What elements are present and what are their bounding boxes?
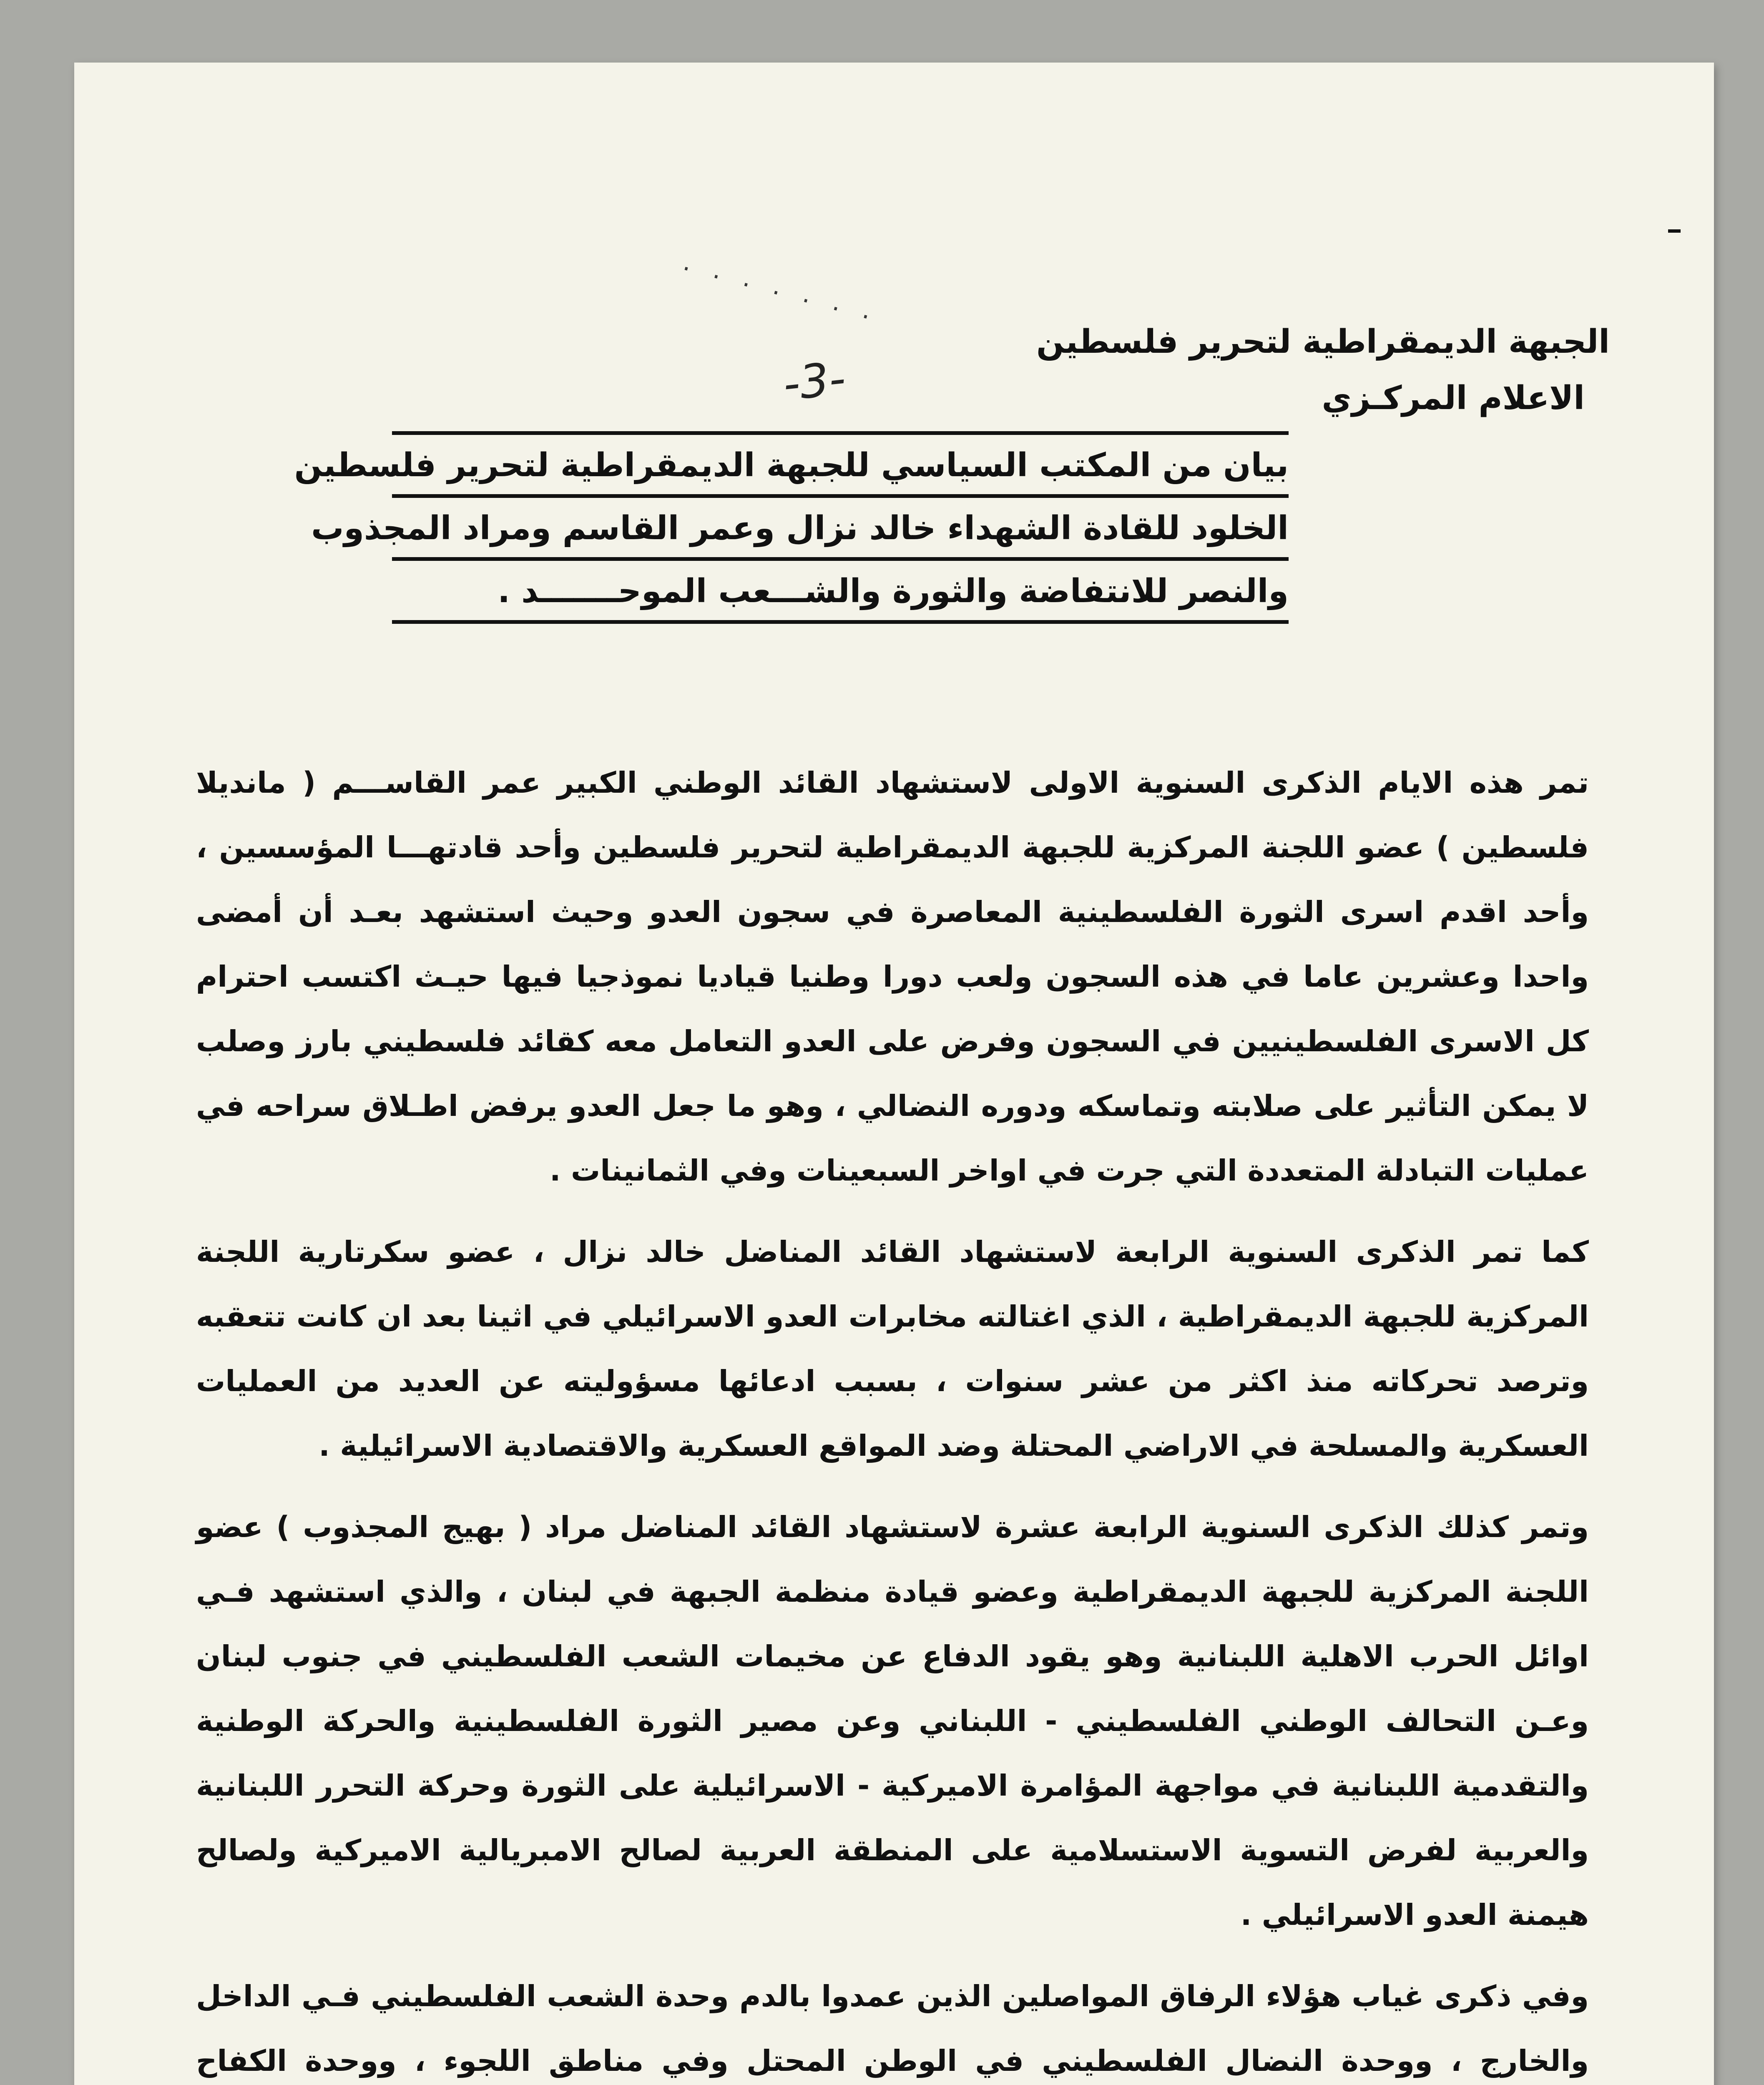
heading-line-3: والنصر للانتفاضة والثورة والشـــعب الموحـــــــد .: [498, 573, 1289, 610]
statement-heading: [294, 430, 1289, 627]
dotted-mark: · · · · · · ·: [678, 254, 880, 334]
heading-rule-1: [392, 494, 1289, 498]
heading-rule-2: [392, 557, 1289, 561]
page-number: -3-: [780, 351, 848, 411]
document-page: [74, 63, 1714, 2085]
paragraph-commitment: وفي ذكرى غياب هؤلاء الرفاق المواصلين الذين عمدوا بالدم وحدة الشعب الفلسطيني فـي الداخل والخارج ، ووحدة النضال الفلسطيني في الوطن المحتل وفي مناطق اللجوء ، ووحدة الكفاح: [196, 1979, 1589, 2078]
paragraph-murad-al-majdoub: وتمر كذلك الذكرى السنوية الرابعة عشرة لاستشهاد القائد المناضل مراد ( بهيج المجذوب ) عضو اللجنة المركزية للجبهة الديمقراطية وعضو قيادة منظمة الجبهة في لبنان ، والذي استشهد فـي اوائل الحرب الاهلية اللبنانية وهو يقود الدفاع عن مخيمات الشعب الفلسطيني في جنوب لبنان وعـن التحالف الوطني الفلسطيني - اللبناني وعن مصير الثورة الفلسطينية والحركة الوطنية والتقدمية اللبنانية في مواجهة المؤامرة الاميركية - الاسرائيلية على الثورة وحركة التحرر اللبنانية والعربية لفرض التسوية الاستسلامية على المنطقة العربية لصالح الامبريالية الاميركية ولصالح هيمنة العدو الاسرائيلي .: [196, 1510, 1589, 1932]
heading-line-1: بيان من المكتب السياسي للجبهة الديمقراطية لتحرير فلسطين: [294, 447, 1289, 484]
department-name: الاعلام المركـزي: [1322, 379, 1585, 417]
heading-rule-bottom: [392, 620, 1289, 624]
paragraph-omar-al-qasim: تمر هذه الايام الذكرى السنوية الاولى لاستشهاد القائد الوطني الكبير عمر القاســـم ( مانديلا فلسطين ) عضو اللجنة المركزية للجبهة الديمقراطية لتحرير فلسطين وأحد قادتهـــا المؤسسين ، وأحد اقدم اسرى الثورة الفلسطينية المعاصرة في سجون العدو وحيث استشهد بعـد أن أمضى واحدا وعشرين عاما في هذه السجون ولعب دورا وطنيا قياديا نموذجيا فيها حيـث اكتسب احترام كل الاسرى الفلسطينيين في السجون وفرض على العدو التعامل معه كقائد فلسطيني بارز وصلب لا يمكن التأثير على صلابته وتماسكه ودوره النضالي ، وهو ما جعل العدو يرفض اطـلاق سراحه في عمليات التبادلة المتعددة التي جرت في اواخر السبعينات وفي الثمانينات .: [196, 766, 1589, 1188]
paragraph-khaled-nazzal: كما تمر الذكرى السنوية الرابعة لاستشهاد القائد المناضل خالد نزال ، عضو سكرتارية اللجنة المركزية للجبهة الديمقراطية ، الذي اغتالته مخابرات العدو الاسرائيلي في اثينا بعد ان كانت تتعقبه وترصد تحركاته منذ اكثر من عشر سنوات ، بسبب ادعائها مسؤوليته عن العديد من العمليات العسكرية والمسلحة في الاراضي المحتلة وضد المواقع العسكرية والاقتصادية الاسرائيلية .: [196, 1235, 1589, 1463]
margin-mark: [1668, 229, 1681, 233]
heading-rule-top: [392, 431, 1289, 435]
statement-body: [196, 751, 1589, 2085]
heading-line-2: الخلود للقادة الشهداء خالد نزال وعمر القاسم ومراد المجذوب: [311, 510, 1289, 547]
organization-name: الجبهة الديمقراطية لتحرير فلسطين: [1036, 323, 1610, 361]
